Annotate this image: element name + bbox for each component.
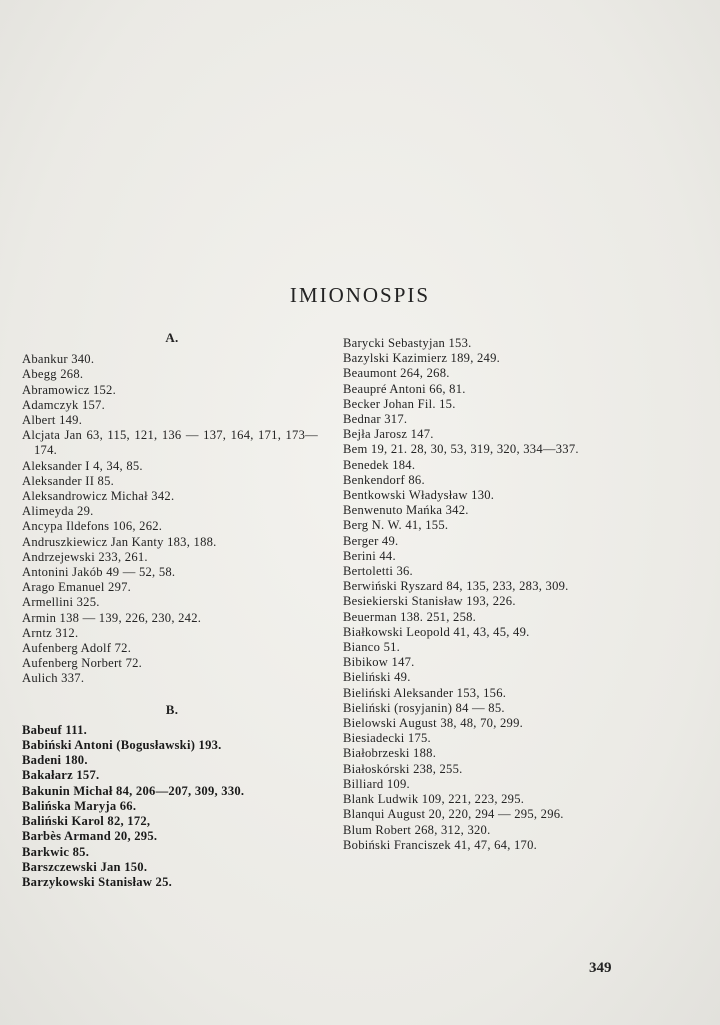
index-entry: Andrzejewski 233, 261. (22, 549, 148, 564)
index-entry: Arago Emanuel 297. (22, 580, 132, 595)
index-entry: Berg N. W. 41, 155. (343, 518, 449, 533)
right-entry-list (343, 336, 643, 853)
index-entry: Blum Robert 268, 312, 320. (343, 822, 491, 837)
index-entry: Bazylski Kazimierz 189, 249. (343, 351, 501, 366)
index-entry: Barszczewski Jan 150. (22, 859, 148, 874)
index-entry: Białobrzeski 188. (343, 746, 437, 761)
index-entry: Adamczyk 157. (22, 397, 105, 412)
left-column (22, 330, 318, 890)
index-heading: IMIONOSPIS (289, 283, 431, 307)
b-entry-list (22, 723, 318, 890)
index-entry: Barkwic 85. (22, 844, 90, 859)
index-entry: Alcjata Jan 63, 115, 121, 136 — 137, 164, 171, 173—174. (22, 428, 318, 458)
index-entry: Berini 44. (343, 548, 396, 563)
index-entry: Armin 138 — 139, 226, 230, 242. (22, 610, 202, 625)
index-entry: Biesiadecki 175. (343, 731, 431, 746)
index-entry: Benwenuto Mańka 342. (343, 503, 469, 518)
index-entry: Beuerman 138. 251, 258. (343, 609, 477, 624)
index-entry: Aleksandrowicz Michał 342. (22, 489, 175, 504)
index-entry: Blanqui August 20, 220, 294 — 295, 296. (343, 807, 564, 822)
index-entry: Badeni 180. (22, 753, 88, 768)
index-entry: Ancypa Ildefons 106, 262. (22, 519, 163, 534)
index-entry: Beaupré Antoni 66, 81. (343, 381, 466, 396)
index-entry: Aulich 337. (22, 671, 85, 686)
index-entry: Bejła Jarosz 147. (343, 427, 434, 442)
index-entry: Berwiński Ryszard 84, 135, 233, 283, 309. (343, 579, 569, 594)
index-entry: Barycki Sebastyjan 153. (343, 336, 472, 350)
index-entry: Bieliński Aleksander 153, 156. (343, 685, 507, 700)
index-entry: Besiekierski Stanisław 193, 226. (343, 594, 516, 609)
index-entry: Bakunin Michał 84, 206—207, 309, 330. (22, 783, 245, 798)
index-entry: Bertoletti 36. (343, 564, 413, 579)
index-entry: Bem 19, 21. 28, 30, 53, 319, 320, 334—337. (343, 442, 579, 457)
index-entry: Bielowski August 38, 48, 70, 299. (343, 716, 524, 731)
index-entry: Albert 149. (22, 413, 83, 428)
index-entry: Białkowski Leopold 41, 43, 45, 49. (343, 624, 530, 639)
index-entry: Bieliński 49. (343, 670, 411, 685)
index-entry: Aufenberg Adolf 72. (22, 641, 132, 656)
index-entry: Aleksander I 4, 34, 85. (22, 458, 143, 473)
index-entry: Blank Ludwik 109, 221, 223, 295. (343, 792, 525, 807)
index-entry: Benkendorf 86. (343, 472, 425, 487)
section-letter-b: B. (165, 701, 179, 717)
index-entry: Becker Johan Fil. 15. (343, 396, 456, 411)
index-entry: Bibikow 147. (343, 655, 415, 670)
index-entry: Andruszkiewicz Jan Kanty 183, 188. (22, 534, 217, 549)
index-entry: Arntz 312. (22, 625, 79, 640)
index-entry: Beaumont 264, 268. (343, 366, 450, 381)
index-entry: Bentkowski Władysław 130. (343, 488, 495, 503)
index-entry: Abegg 268. (22, 367, 84, 382)
index-entry: Balińska Maryja 66. (22, 798, 137, 813)
index-entry: Abankur 340. (22, 352, 95, 367)
index-entry: Babeuf 111. (22, 722, 88, 737)
section-letter-a: A. (165, 330, 179, 345)
index-entry: Bobiński Franciszek 41, 47, 64, 170. (343, 837, 538, 852)
index-entry: Baliński Karol 82, 172, (22, 814, 151, 829)
index-entry: Benedek 184. (343, 457, 416, 472)
index-entry: Bednar 317. (343, 412, 408, 427)
index-entry: Białoskórski 238, 255. (343, 761, 463, 776)
index-entry: Abramowicz 152. (22, 382, 116, 397)
index-entry: Babiński Antoni (Bogusławski) 193. (22, 738, 222, 753)
index-entry: Aleksander II 85. (22, 473, 115, 488)
index-entry: Armellini 325. (22, 595, 100, 610)
page-number: 349 (589, 960, 612, 976)
index-entry: Bieliński (rosyjanin) 84 — 85. (343, 700, 505, 715)
index-entry: Barbès Armand 20, 295. (22, 829, 158, 844)
index-entry: Bianco 51. (343, 640, 401, 655)
index-entry: Barzykowski Stanisław 25. (22, 874, 173, 889)
right-column (343, 336, 643, 853)
index-entry: Antonini Jakób 49 — 52, 58. (22, 565, 176, 580)
index-entry: Billiard 109. (343, 776, 410, 791)
index-entry: Aufenberg Norbert 72. (22, 656, 143, 671)
index-entry: Bakałarz 157. (22, 768, 100, 783)
a-entry-list (22, 352, 318, 686)
index-entry: Berger 49. (343, 533, 399, 548)
index-entry: Alimeyda 29. (22, 504, 94, 519)
